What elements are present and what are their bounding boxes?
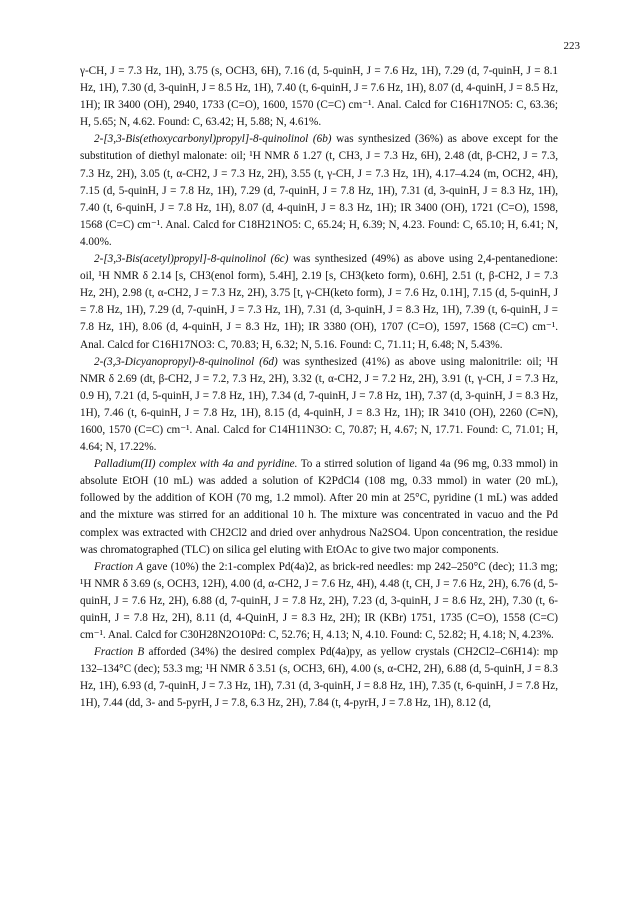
paragraph-text: afforded (34%) the desired complex Pd(4a)py, as yellow crystals (CH2Cl2–C6H14): mp 132–134°C (dec); 53.3 mg; ¹H NMR δ 3.51 (s, OCH3, 6H), 4.00 (s, α-CH2, 2H), 6.88 (d, 5-quinH, J = 8.3 Hz, 1H), 6.93 (d, 7-quinH, J = 7.3 Hz, 1H), 7.31 (d, 3-quinH, J = 8.8 Hz, 1H), 7.35 (t, 6-quinH, J = 7.8 Hz, 1H), 7.44 (dd, 3- and 5-pyrH, J = 7.8, 6.3 Hz, 2H), 7.84 (t, 4-pyrH, J = 7.8 Hz, 1H), 8.12 (d, <box>80 646 558 710</box>
paragraph-heading: Palladium(II) complex with 4a and pyridine. <box>94 458 298 471</box>
paragraph-text: was synthesized (36%) as above except for the substitution of diethyl malonate: oil; ¹H NMR δ 1.27 (t, CH3, J = 7.3 Hz, 6H), 2.48 (dt, β-CH2, J = 7.3, 7.3 Hz, 2H), 3.05 (t, α-CH2, J = 7.3 Hz, 2H), 3.55 (t, γ-CH, J = 7.3 Hz, 1H), 4.17–4.24 (m, OCH2, 4H), 7.15 (d, 5-quinH, J = 7.8 Hz, 1H), 7.29 (d, 7-quinH, J = 7.8 Hz, 1H), 7.31 (d, 3-quinH, J = 8.3 Hz, 1H), 7.40 (t, 6-quinH, J = 7.8 Hz, 1H), 8.07 (d, 4-quinH, J = 8.3 Hz, 1H); IR 3400 (OH), 1721 (C=O), 1598, 1568 (C=C) cm⁻¹. Anal. Calcd for C18H21NO5: C, 65.24; H, 6.39; N, 4.23. Found: C, 65.10; H, 6.41; N, 4.00%. <box>80 133 558 248</box>
paragraph-heading: Fraction A <box>94 560 144 573</box>
page-number: 223 <box>563 40 580 52</box>
paragraph <box>80 354 558 457</box>
paragraph-heading: 2-[3,3-Bis(acetyl)propyl]-8-quinolinol (6c) <box>94 253 289 266</box>
paragraph-text: gave (10%) the 2:1-complex Pd(4a)2, as brick-red needles: mp 242–250°C (dec); 11.3 mg; ¹H NMR δ 3.69 (s, OCH3, 12H), 4.00 (d, α-CH2, J = 7.6 Hz, 4H), 4.48 (t, CH, J = 7.6 Hz, 2H), 6.76 (d, 5-quinH, J = 7.6 Hz, 2H), 6.88 (d, 7-quinH, J = 7.8 Hz, 2H), 7.23 (d, 3-quinH, J = 8.6 Hz, 2H), 7.30 (t, 6-quinH, J = 7.8 Hz, 2H), 8.11 (d, 4-QuinH, J = 8.3 Hz, 2H); IR (KBr) 1751, 1735 (C=O), 1558 (C=C) cm⁻¹. Anal. Calcd for C30H28N2O10Pd: C, 52.76; H, 4.13; N, 4.10. Found: C, 52.82; H, 4.18; N, 4.23%. <box>80 560 558 642</box>
paragraph <box>80 456 558 559</box>
paragraph <box>80 559 558 644</box>
paragraph-text: To a stirred solution of ligand 4a (96 mg, 0.33 mmol) in absolute EtOH (10 mL) was added a solution of K2PdCl4 (108 mg, 0.33 mmol) in water (20 mL), followed by the addition of KOH (70 mg, 1.2 mmol). After 20 min at 25°C, pyridine (1 mL) was added and the mixture was stirred for an additional 10 h. The mixture was concentrated in vacuo and the Pd complex was extracted with CH2Cl2 and dried over anhydrous Na2SO4. Upon concentration, the residue was chromatographed (TLC) on silica gel eluting with EtOAc to give two major components. <box>80 458 558 556</box>
paragraph-heading: 2-(3,3-Dicyanopropyl)-8-quinolinol (6d) <box>94 355 278 368</box>
paragraph-text: was synthesized (49%) as above using 2,4-pentanedione: oil, ¹H NMR δ 2.14 [s, CH3(enol form), 5.4H], 2.19 [s, CH3(keto form), 0.6H], 2.51 (t, β-CH2, J = 7.3 Hz, 2H), 2.98 (t, α-CH2, J = 7.3 Hz, 2H), 3.75 [t, γ-CH(keto form), J = 7.6 Hz, 0.1H], 7.15 (d, 5-quinH, J = 7.8 Hz, 1H), 7.29 (d, 7-quinH, J = 7.3 Hz, 1H), 7.31 (d, 3-quinH, J = 8.3 Hz, 1H), 7.39 (t, 6-quinH, J = 7.8 Hz, 1H), 8.06 (d, 4-quinH, J = 8.3 Hz, 1H); IR 3380 (OH), 1707 (C=O), 1597, 1568 (C=C) cm⁻¹. Anal. Calcd for C16H17NO3: C, 70.83; H, 6.32; N, 5.16. Found: C, 71.11; H, 6.48; N, 5.43%. <box>80 253 558 351</box>
paragraph <box>80 131 558 251</box>
paragraph <box>80 644 558 712</box>
paragraph <box>80 63 558 131</box>
paragraph-heading: 2-[3,3-Bis(ethoxycarbonyl)propyl]-8-quinolinol (6b) <box>94 133 332 146</box>
paragraph-text: was synthesized (41%) as above using malonitrile: oil; ¹H NMR δ 2.69 (dt, β-CH2, J = 7.2, 7.3 Hz, 2H), 3.32 (t, α-CH2, J = 7.2 Hz, 2H), 3.91 (t, γ-CH, J = 7.3 Hz, 0.9 H), 7.21 (d, 5-quinH, J = 7.8 Hz, 1H), 7.34 (d, 7-quinH, J = 7.8 Hz, 1H), 7.37 (d, 3-quinH, J = 8.3 Hz, 1H), 7.46 (t, 6-quinH, J = 7.8 Hz, 1H), 8.15 (d, 4-quinH, J = 8.3 Hz, 1H); IR 3410 (OH), 2260 (C≡N), 1600, 1570 (C=C) cm⁻¹. Anal. Calcd for C14H11N3O: C, 70.87; H, 4.67; N, 17.71. Found: C, 71.01; H, 4.64; N, 17.22%. <box>80 355 558 454</box>
paragraph-text: γ-CH, J = 7.3 Hz, 1H), 3.75 (s, OCH3, 6H), 7.16 (d, 5-quinH, J = 7.6 Hz, 1H), 7.29 (d, 7-quinH, J = 8.1 Hz, 1H), 7.30 (d, 3-quinH, J = 8.5 Hz, 1H), 7.40 (t, 6-quinH, J = 7.6 Hz, 1H), 8.07 (d, 4-quinH, J = 8.5 Hz, 1H); IR 3400 (OH), 2940, 1733 (C=O), 1600, 1570 (C=C) cm⁻¹. Anal. Calcd for C16H17NO5: C, 63.36; H, 5.65; N, 4.62. Found: C, 63.42; H, 5.88; N, 4.61%. <box>80 65 558 129</box>
body-text <box>80 63 558 713</box>
paragraph-heading: Fraction B <box>94 646 145 659</box>
paragraph <box>80 251 558 354</box>
